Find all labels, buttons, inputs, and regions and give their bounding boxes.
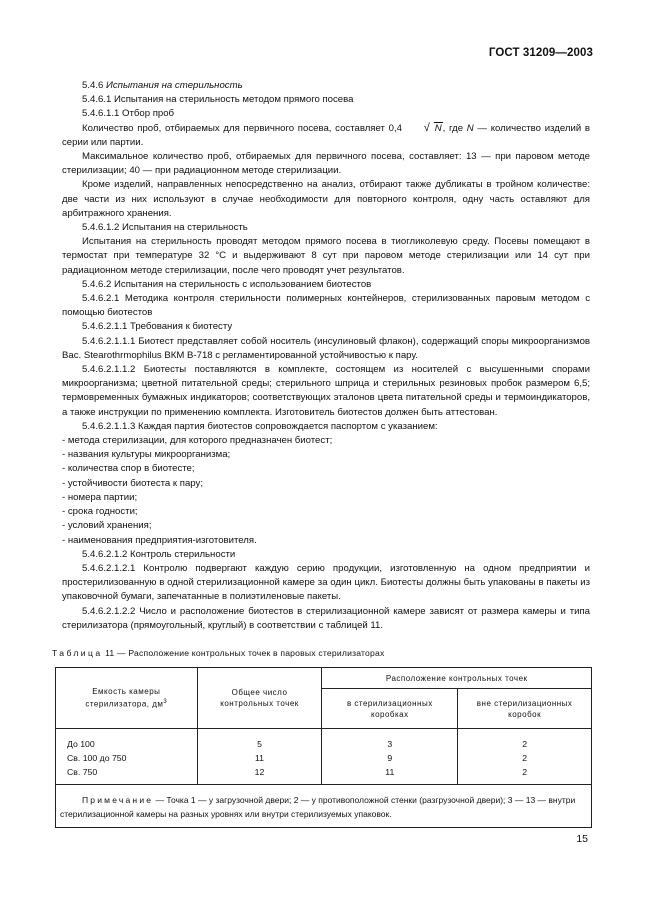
table-caption [52, 648, 385, 658]
header-outside: вне стерилизационных коробок [458, 689, 592, 729]
text-fragment: 5.4.6 [82, 80, 107, 91]
text-fragment: N [466, 122, 474, 134]
list-item: - названия культуры микроорганизма; [62, 449, 231, 461]
table-row: Св. 750 12 11 2 [56, 765, 592, 779]
paragraph: 5.4.6.2.1.2.1 Контролю подвергают каждую серию продукции, изготовленную на одном предприятии и простерилизованную в одной стерилизационной камере за один цикл. Биотесты должны быть упакованы в пакеты из упаковочной бумаги, запечатанные в полиэтиленовые пакеты. [62, 562, 590, 603]
list-item: - срока годности; [62, 506, 138, 518]
table-note: Примечание — Точка 1 — у загрузочной двери; 2 — у противоположной стенки (разгрузочной двери); 3 — 13 — внутри стерилизационной камеры на разных уровнях или внутри стерилизуемых упаковок. [56, 785, 592, 828]
paragraph: 5.4.6.2.1.2.2 Число и расположение биотестов в стерилизационной камере зависят от размера камеры и типа стерилизатора (прямоугольный, круглый) в соответствии с таблицей 11. [62, 605, 590, 631]
paragraph: 5.4.6.1.1 Отбор проб [82, 108, 175, 120]
paragraph: 5.4.6.1.2 Испытания на стерильность [82, 222, 248, 234]
list-item: - устойчивости биотеста к пару; [62, 477, 203, 489]
paragraph: 5.4.6.2.1.1.1 Биотест представляет собой носитель (инсулиновый флакон), содержащий споры микроорганизмов Bac. Stearothrmophilus ВКМ В-718 с регламентированной устойчивостью к пару. [62, 335, 590, 361]
paragraph: Кроме изделий, направленных непосредственно на анализ, отбирают также дубликаты в тройном количестве: две части из них используют в случае необходимости для повторного контроля, одну часть оставляют для арбитражного хранения. [62, 179, 590, 219]
document-body [62, 79, 590, 633]
paragraph [62, 122, 590, 150]
paragraph: Испытания на стерильность проводят методом прямого посева в тиогликолевую среду. Посевы помещают в термостат при температуре 32 °С и выдерживают 8 сут при паровом методе стерилизации или 14 сут при радиационном методе стерилизации, после чего проводят учет результатов. [62, 236, 590, 276]
table-row: Св. 100 до 750 11 9 2 [56, 751, 592, 765]
paragraph: 5.4.6.2.1.1.3 Каждая партия биотестов сопровождается паспортом с указанием: [82, 420, 438, 432]
sqrt-symbol: √ N [408, 122, 443, 136]
paragraph: 5.4.6.2.1.1 Требования к биотесту [82, 321, 233, 333]
paragraph: 5.4.6.2.1.2 Контроль стерильности [82, 548, 236, 560]
list-item: - условий хранения; [62, 520, 152, 532]
list-item: - количества спор в биотесте; [62, 463, 195, 475]
header-total: Общее число контрольных точек [197, 668, 322, 729]
text-fragment: Испытания на стерильность [106, 80, 243, 91]
text-fragment: , где [442, 122, 467, 134]
header-capacity: Емкость камеры стерилизатора, $дм^3$ [56, 668, 198, 729]
table-row: До 100 5 3 2 [56, 737, 592, 751]
paragraph: 5.4.6.2 Испытания на стерильность с использованием биотестов [82, 278, 372, 290]
list-item: - наименования предприятия-изготовителя. [62, 534, 257, 546]
paragraph: Максимальное количество проб, отбираемых для первичного посева, составляет: 13 — при паровом методе стерилизации; 40 — при радиационном методе стерилизации. [62, 151, 590, 177]
list-item: - номера партии; [62, 491, 138, 503]
control-points-table [55, 667, 592, 828]
paragraph: 5.4.6.2.1.1.2 Биотесты поставляются в комплекте, состоящем из носителей с высушенными спорами микроорганизма; цветной питательной среды; стерильного шприца и стерильных резиновых пробок размером 6,5; термовременных бумажных индикаторов; соответствующих эталонов цвета питательной среды и термоиндикаторов, а также инструкции по применению комплекта. Изготовитель биотестов должен быть аттестован. [62, 364, 590, 418]
paragraph [62, 79, 590, 93]
standard-number: ГОСТ 31209—2003 [488, 47, 593, 59]
header-inside: в стерилизационных коробках [322, 689, 458, 729]
text-fragment: Количество проб, отбираемых для первичного посева, составляет 0,4 [82, 122, 406, 134]
table-caption-text: 11 — Расположение контрольных точек в паровых стерилизаторах [102, 648, 385, 658]
paragraph: 5.4.6.2.1 Методика контроля стерильности полимерных контейнеров, стерилизованных паровым методом с помощью биотестов [62, 293, 590, 319]
header-group: Расположение контрольных точек [322, 668, 592, 689]
list-item: - метода стерилизации, для которого предназначен биотест; [62, 435, 333, 447]
table-caption-prefix: Таблица [52, 648, 103, 658]
text-fragment: — количество изделий в серии или партии. [62, 122, 591, 148]
paragraph: 5.4.6.1 Испытания на стерильность методом прямого посева [82, 94, 354, 106]
page-number: 15 [576, 833, 588, 845]
